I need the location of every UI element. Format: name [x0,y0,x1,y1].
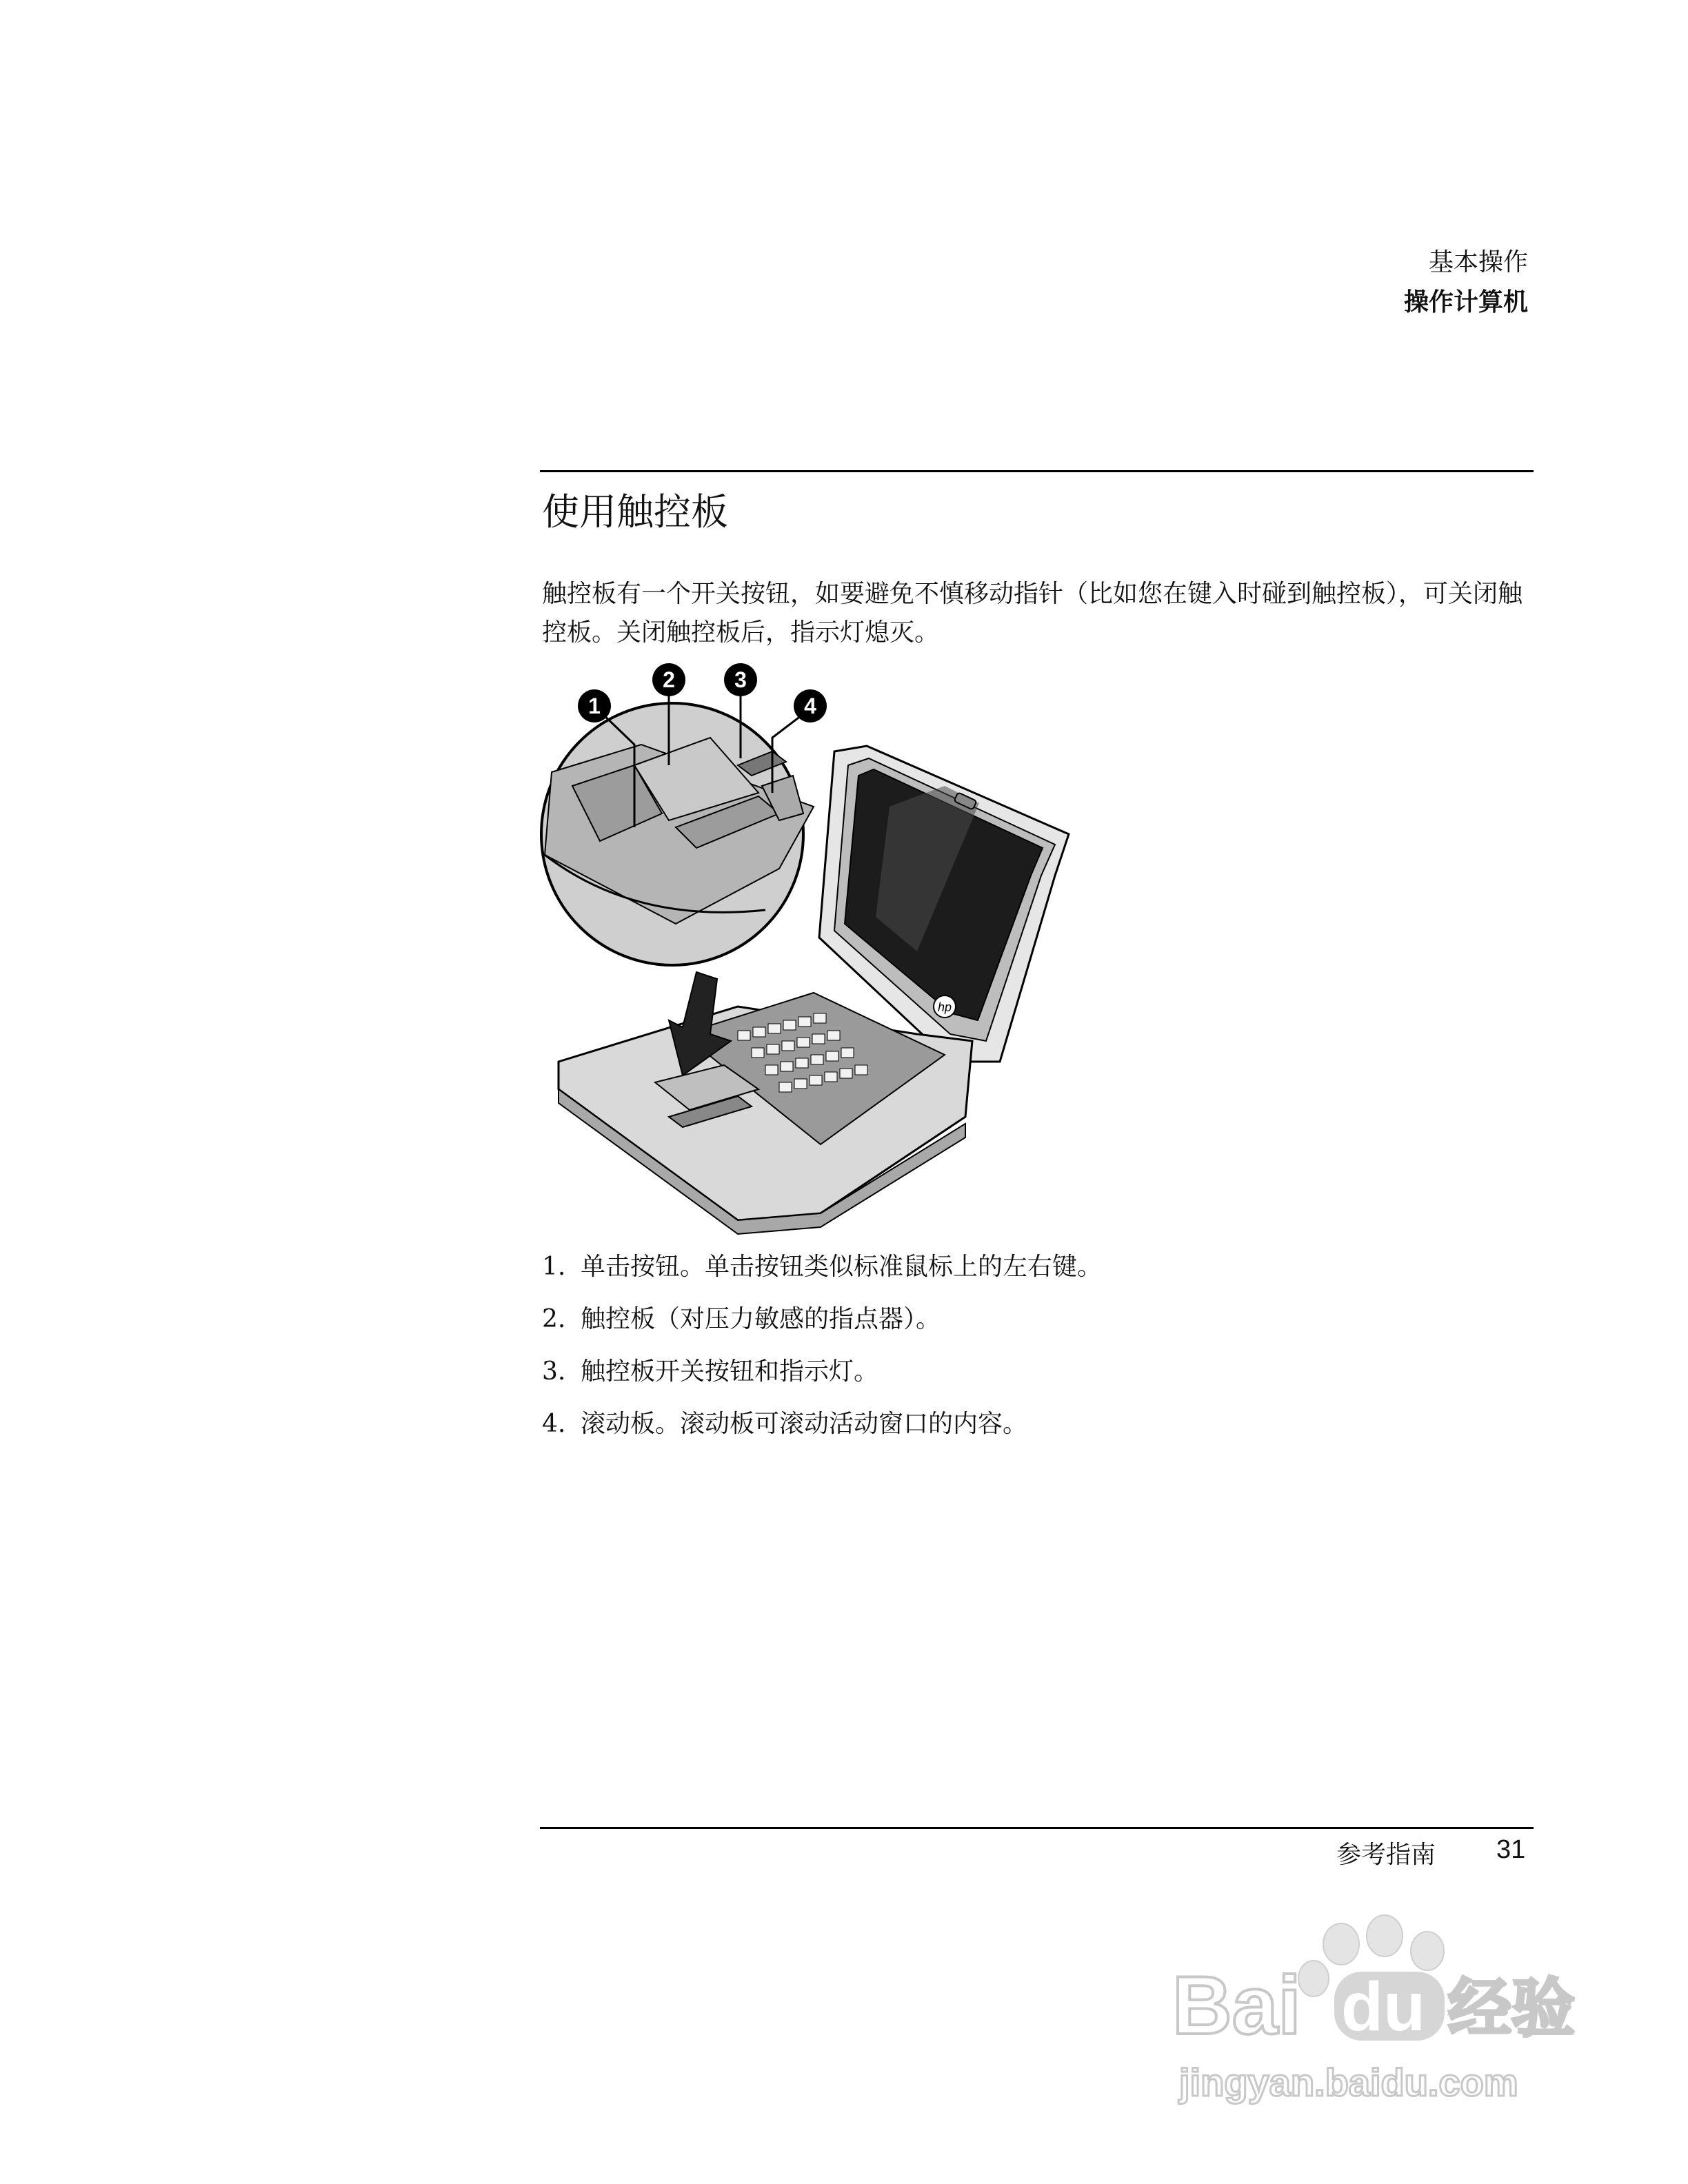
running-header-section: 操作计算机 [1403,287,1528,316]
page-number: 31 [1496,1835,1526,1864]
running-header-chapter: 基本操作 [1428,248,1528,276]
list-item-text: 触控板（对压力敏感的指点器）。 [581,1305,941,1333]
callout-2 [652,663,685,696]
baidu-jingyan-watermark [1165,1910,1586,2116]
list-item-number: 1. [542,1253,566,1281]
svg-text:2: 2 [663,667,675,692]
svg-text:1: 1 [588,694,601,718]
section-title: 使用触控板 [542,490,728,534]
watermark-url-text: jingyan.baidu.com [1179,2061,1518,2104]
footer-rule [540,1827,1534,1829]
intro-paragraph: 触控板有一个开关按钮，如要避免不慎移动指针（比如您在键入时碰到触控板），可关闭触控板。关闭触控板后，指示灯熄灭。 [542,580,1523,647]
hp-logo [934,995,956,1018]
list-item-text: 单击按钮。单击按钮类似标准鼠标上的左右键。 [581,1253,1103,1281]
watermark-brand-text: Bai [1172,1959,1301,2052]
svg-text:hp: hp [937,1000,952,1014]
list-item [542,1405,1521,1457]
callout-3 [724,663,757,696]
list-item-text: 滚动板。滚动板可滚动活动窗口的内容。 [581,1410,1028,1438]
svg-text:4: 4 [804,694,816,718]
callout-4 [794,689,827,722]
list-item [542,1248,1521,1300]
laptop-base [559,993,972,1234]
footer-label: 参考指南 [1336,1841,1436,1869]
list-item-text: 触控板开关按钮和指示灯。 [581,1357,879,1386]
list-item [542,1300,1521,1353]
list-item-number: 2. [542,1305,566,1333]
laptop-touchpad-illustration [531,648,1096,1241]
svg-text:经验: 经验 [1448,1972,1576,2045]
svg-text:3: 3 [734,667,747,692]
list-item-number: 3. [542,1357,566,1386]
svg-text:du: du [1341,1968,1426,2045]
feature-list [542,1248,1521,1457]
callout-1 [578,689,611,722]
list-item [542,1353,1521,1405]
section-top-rule [540,470,1534,472]
list-item-number: 4. [542,1410,566,1438]
